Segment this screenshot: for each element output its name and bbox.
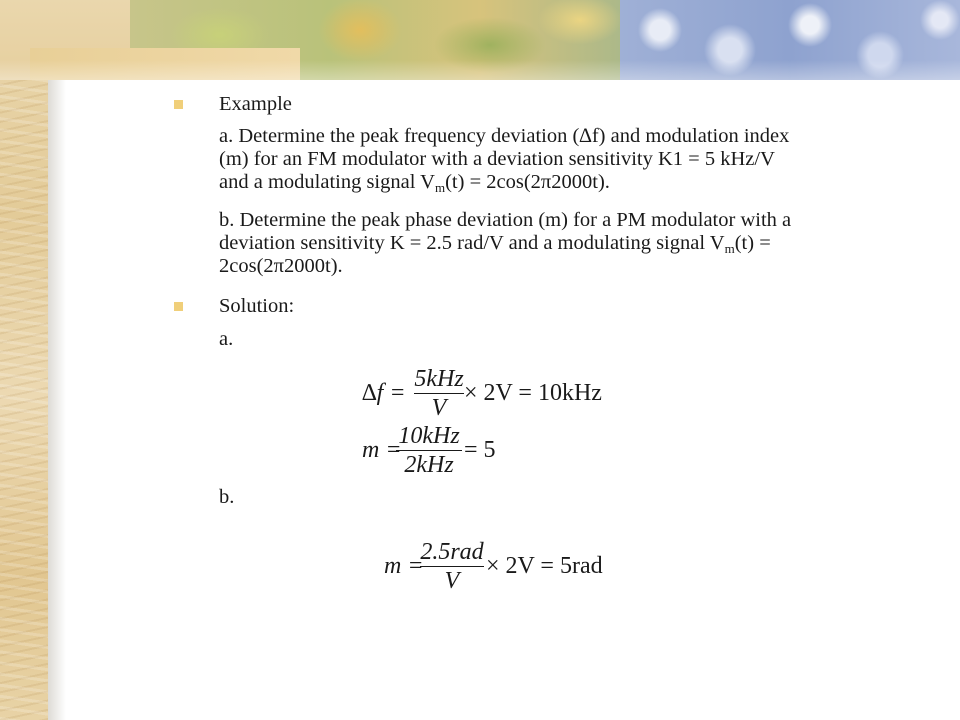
- part-b-line-1: b. Determine the peak phase deviation (m) for a PM modulator with a: [219, 209, 792, 231]
- part-a-subscript: m: [434, 180, 446, 195]
- eq2-denominator: 2kHz: [404, 452, 454, 478]
- eq1-numerator: 5kHz: [414, 366, 464, 392]
- eq3-numerator: 2.5rad: [420, 539, 484, 565]
- eq3-rhs: × 2V = 5rad: [486, 553, 603, 579]
- part-b-line-3: 2cos(2π2000t).: [219, 255, 343, 277]
- part-b-line-2-text: deviation sensitivity K = 2.5 rad/V and a modulating signal V: [219, 232, 725, 254]
- eq1-fraction-bar: [414, 393, 464, 394]
- eq3-lhs: m =: [384, 553, 424, 579]
- part-a-line-3-tail: (t) = 2cos(2π2000t).: [445, 171, 610, 193]
- eq1-lhs: ∆f =: [362, 380, 406, 406]
- part-a-line-2: (m) for an FM modulator with a deviation sensitivity K1 = 5 kHz/V: [219, 148, 775, 170]
- part-b-line-2: [219, 232, 771, 255]
- eq2-numerator: 10kHz: [398, 423, 460, 449]
- eq3-fraction-bar: [420, 566, 484, 567]
- eq2-fraction-bar: [396, 450, 462, 451]
- eq3-fraction: [420, 539, 484, 594]
- example-heading: Example: [219, 93, 292, 115]
- eq2-lhs: m =: [362, 437, 402, 463]
- solution-label-b: b.: [219, 486, 235, 508]
- bullet-example: [174, 100, 183, 109]
- solution-label-a: a.: [219, 328, 234, 350]
- eq1-rhs: × 2V = 10kHz: [464, 380, 602, 406]
- part-a-line-3: [219, 171, 610, 194]
- eq1-fraction: [414, 366, 464, 421]
- part-a-line-1: a. Determine the peak frequency deviation (∆f) and modulation index: [219, 125, 790, 147]
- part-b-line-2-tail: (t) =: [734, 232, 771, 254]
- bullet-solution: [174, 302, 183, 311]
- eq2-fraction: [396, 423, 462, 478]
- eq2-rhs: = 5: [464, 437, 496, 463]
- solution-heading: Solution:: [219, 295, 295, 317]
- part-b-subscript: m: [724, 241, 735, 256]
- part-a-line-3-text: and a modulating signal V: [219, 171, 435, 193]
- eq3-denominator: V: [444, 568, 460, 594]
- eq1-denominator: V: [431, 395, 447, 421]
